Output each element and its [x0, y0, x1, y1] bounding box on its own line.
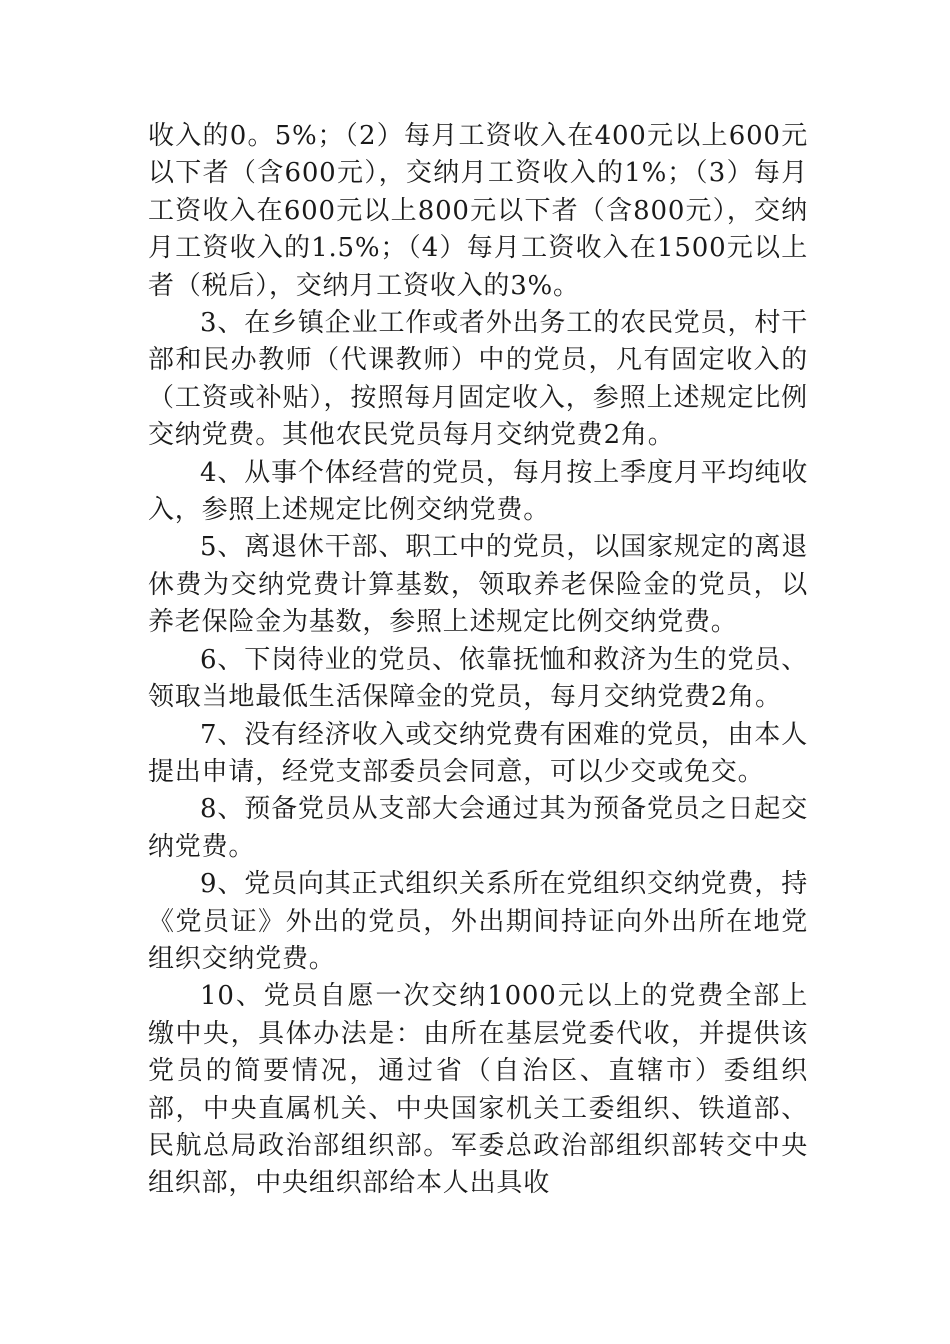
document-body: [148, 118, 808, 1203]
paragraph-item-9: 9、党员向其正式组织关系所在党组织交纳党费，持《党员证》外出的党员，外出期间持证向外出所在地党组织交纳党费。: [148, 869, 808, 974]
paragraph-continuation: 收入的0。5%；（2）每月工资收入在400元以上600元以下者（含600元），交纳月工资收入的1%；（3）每月工资收入在600元以上800元以下者（含800元），交纳月工资收入的1.5%；（4）每月工资收入在1500元以上者（税后），交纳月工资收入的3%。: [148, 121, 808, 301]
paragraph-item-6: 6、下岗待业的党员、依靠抚恤和救济为生的党员、领取当地最低生活保障金的党员，每月交纳党费2角。: [148, 644, 808, 713]
paragraph-item-5: 5、离退休干部、职工中的党员，以国家规定的离退休费为交纳党费计算基数，领取养老保险金的党员，以养老保险金为基数，参照上述规定比例交纳党费。: [148, 532, 808, 638]
paragraph-item-3: 3、在乡镇企业工作或者外出务工的农民党员，村干部和民办教师（代课教师）中的党员，凡有固定收入的（工资或补贴），按照每月固定收入，参照上述规定比例交纳党费。其他农民党员每月交纳党费2角。: [148, 308, 808, 451]
paragraph-item-4: 4、从事个体经营的党员，每月按上季度月平均纯收入，参照上述规定比例交纳党费。: [148, 457, 808, 526]
paragraph-item-10: 10、党员自愿一次交纳1000元以上的党费全部上缴中央，具体办法是：由所在基层党委代收，并提供该党员的简要情况，通过省（自治区、直辖市）委组织部，中央直属机关、中央国家机关工委组织、铁道部、民航总局政治部组织部。军委总政治部组织部转交中央组织部，中央组织部给本人出具收: [148, 981, 808, 1199]
paragraph-item-8: 8、预备党员从支部大会通过其为预备党员之日起交纳党费。: [148, 794, 808, 862]
paragraph-item-7: 7、没有经济收入或交纳党费有困难的党员，由本人提出申请，经党支部委员会同意，可以少交或免交。: [148, 719, 808, 787]
